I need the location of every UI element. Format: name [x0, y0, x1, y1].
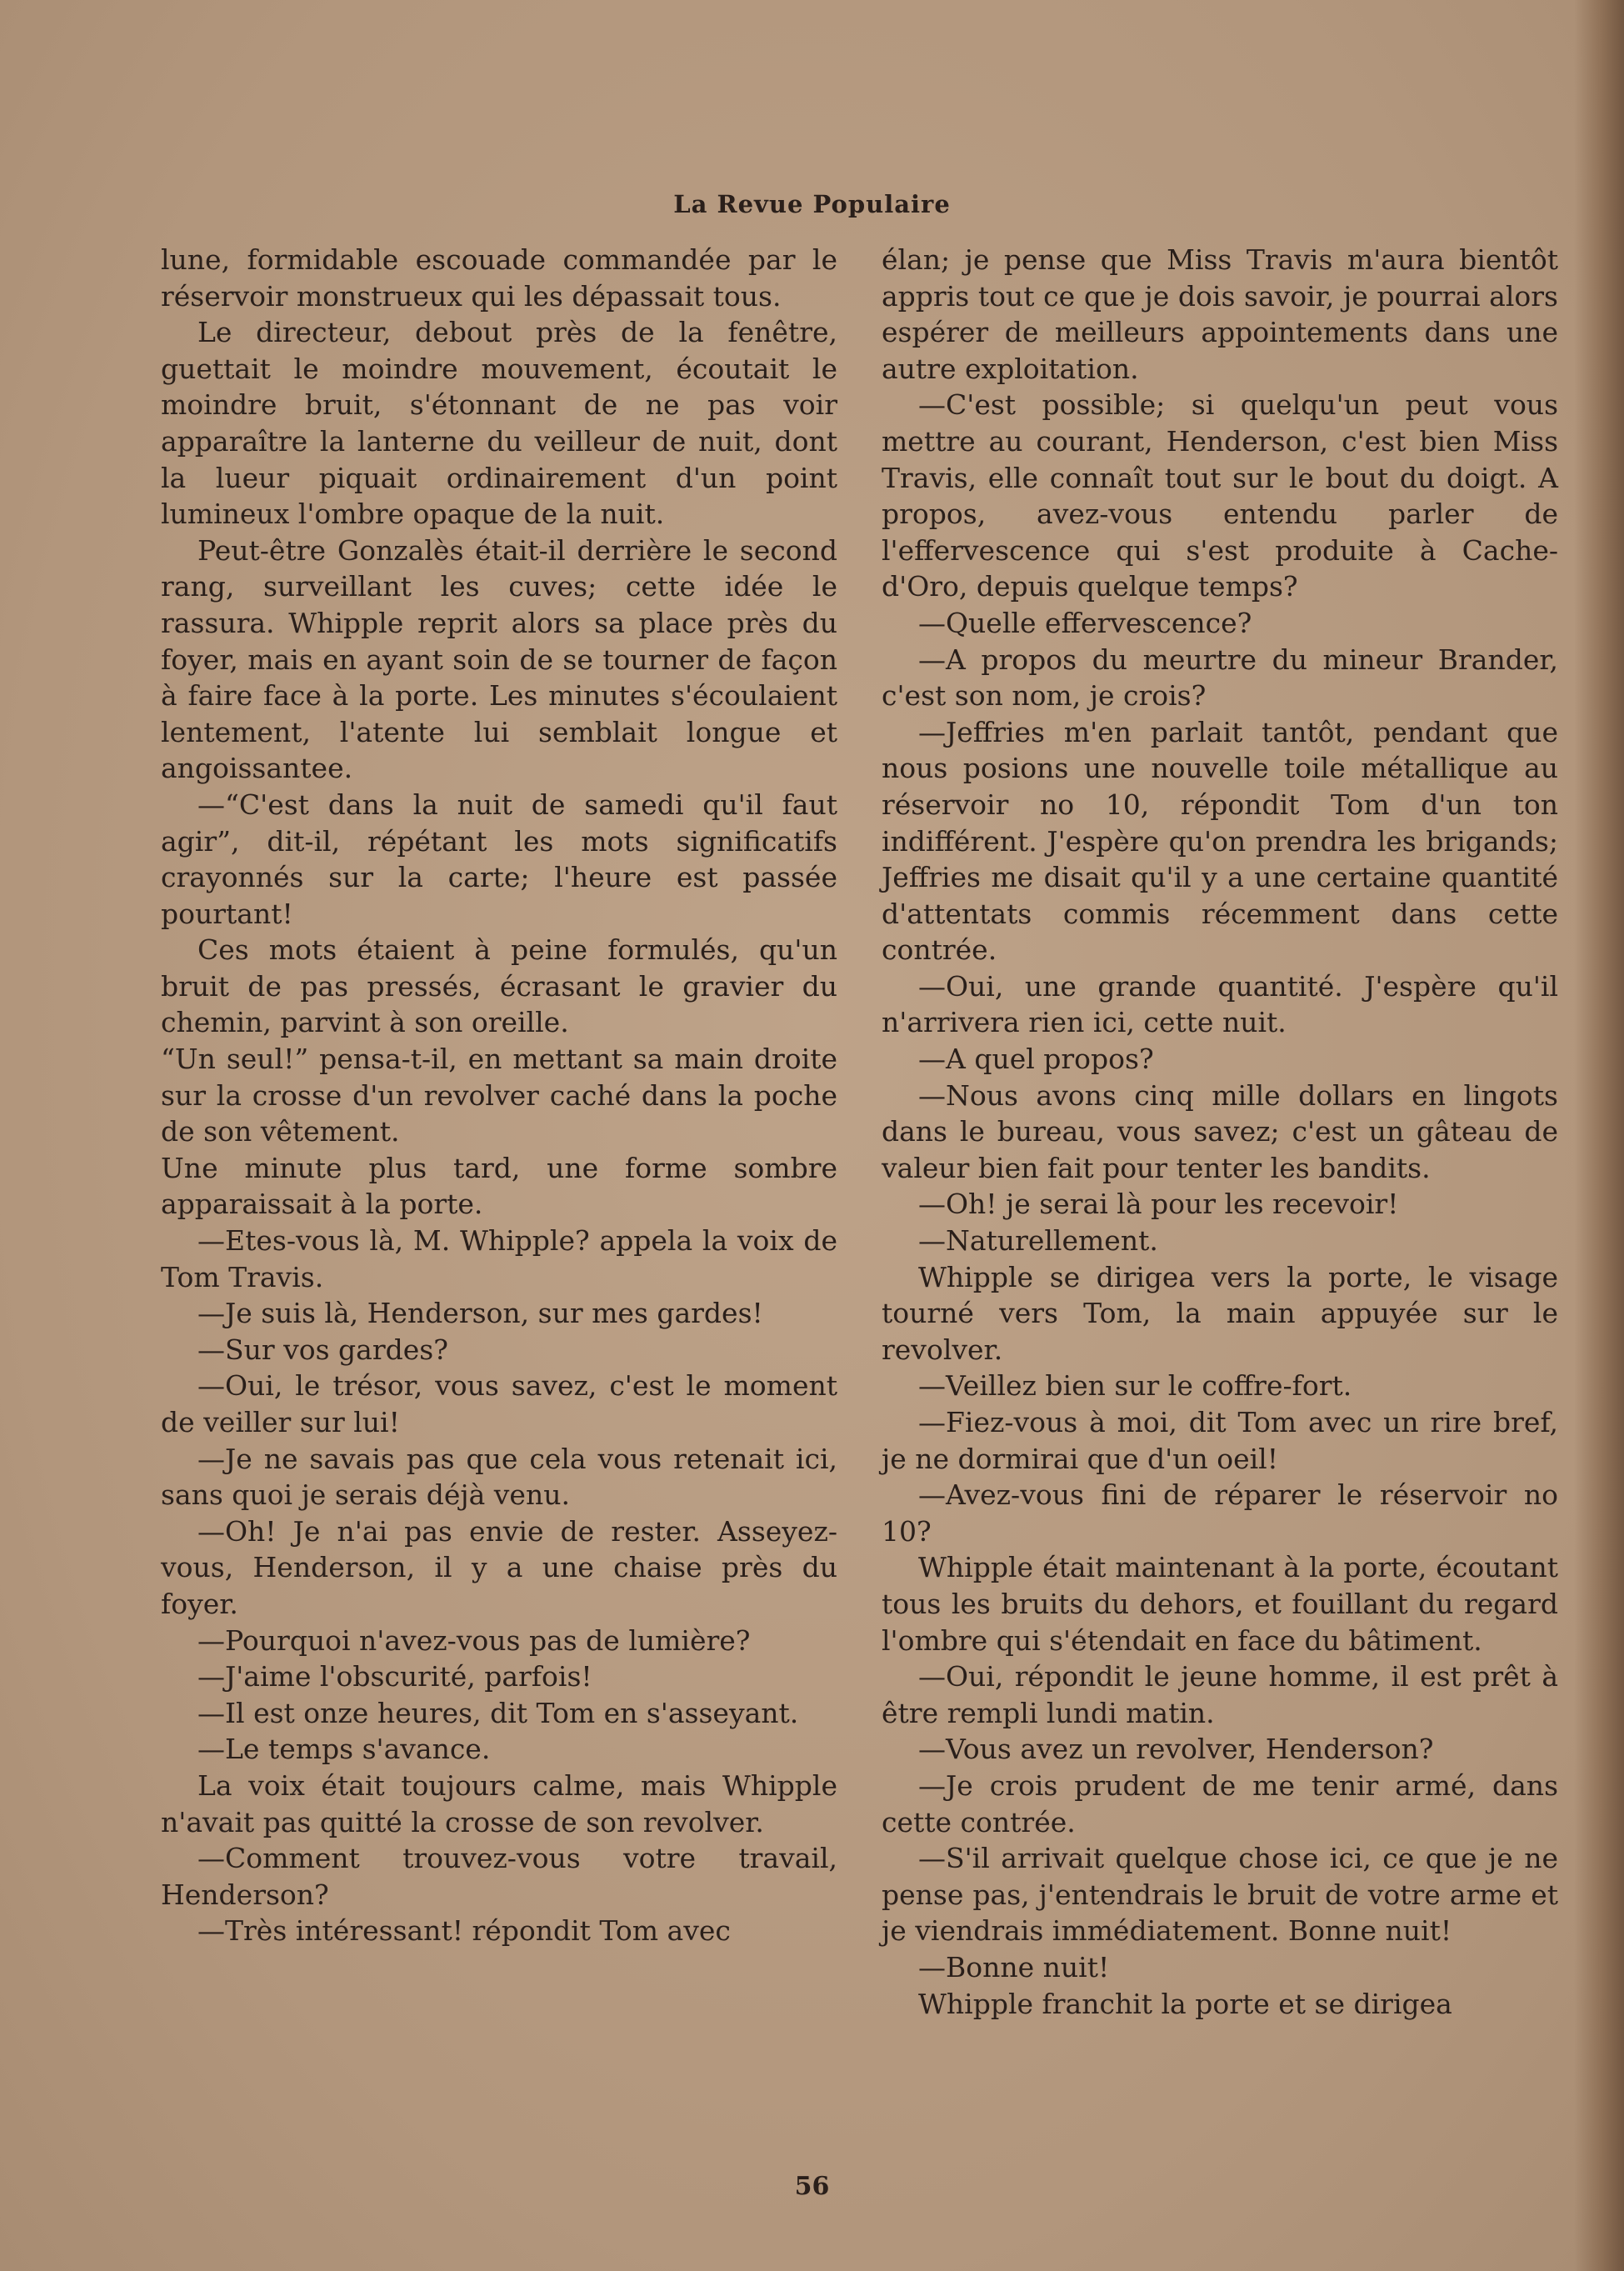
paragraph: —A quel propos?	[918, 1043, 1154, 1076]
paragraph: —Nous avons cinq mille dollars en lingots dans le bureau, vous savez; c'est un gâteau de valeur bien fait pour tenter les bandits.	[882, 1078, 1558, 1184]
paragraph: “Un seul!” pensa-t-il, en mettant sa main droite sur la crosse d'un revolver caché dans la poche de son vêtement.	[161, 1043, 837, 1148]
paragraph: —Quelle effervescence?	[918, 606, 1252, 639]
paragraph: —Comment trouvez-vous votre travail, Henderson?	[161, 1842, 837, 1911]
paragraph: —Oui, le trésor, vous savez, c'est le moment de veiller sur lui!	[161, 1369, 837, 1438]
paragraph: —Veillez bien sur le coffre-fort.	[918, 1369, 1352, 1403]
paragraph: —Naturellement.	[918, 1224, 1158, 1258]
paragraph: —Fiez-vous à moi, dit Tom avec un rire bref, je ne dormirai que d'un oeil!	[882, 1406, 1558, 1475]
paragraph: —Je suis là, Henderson, sur mes gardes!	[197, 1297, 763, 1330]
paragraph: —A propos du meurtre du mineur Brander, c'est son nom, je crois?	[882, 643, 1558, 713]
paragraph: —J'aime l'obscurité, parfois!	[197, 1660, 592, 1693]
paragraph: La voix était toujours calme, mais Whipple n'avait pas quitté la crosse de son revolver.	[161, 1768, 837, 1838]
text-column-left	[161, 242, 837, 1949]
paragraph: —Sur vos gardes?	[197, 1333, 448, 1366]
paragraph: —“C'est dans la nuit de samedi qu'il faut agir”, dit-il, répétant les mots significatifs crayonnés sur la carte; l'heure est passée pourtant!	[161, 788, 837, 930]
paragraph: —Vous avez un revolver, Henderson?	[918, 1733, 1434, 1766]
paragraph: —Etes-vous là, M. Whipple? appela la voix de Tom Travis.	[161, 1224, 837, 1293]
paragraph: lune, formidable escouade commandée par le réservoir monstrueux qui les dépassait tous.	[161, 243, 837, 313]
paragraph: Le directeur, debout près de la fenêtre, guettait le moindre mouvement, écoutait le moindre bruit, s'étonnant de ne pas voir apparaître la lanterne du veilleur de nuit, dont la lueur piquait ordinairement d'un point lumineux l'ombre opaque de la nuit.	[161, 316, 837, 531]
paragraph: —Oui, une grande quantité. J'espère qu'il n'arrivera rien ici, cette nuit.	[882, 969, 1558, 1039]
paragraph: —Jeffries m'en parlait tantôt, pendant que nous posions une nouvelle toile métallique au réservoir no 10, répondit Tom d'un ton indifférent. J'espère qu'on prendra les brigands; Jeffries me disait qu'il y a une certaine quantité d'attentats commis récemment dans cette contrée.	[882, 715, 1558, 967]
paragraph: élan; je pense que Miss Travis m'aura bientôt appris tout ce que je dois savoir, je pourrai alors espérer de meilleurs appointements dans une autre exploitation.	[882, 243, 1558, 385]
paragraph: —Oh! Je n'ai pas envie de rester. Asseyez-vous, Henderson, il y a une chaise près du foyer.	[161, 1514, 837, 1620]
paragraph: —Je ne savais pas que cela vous retenait ici, sans quoi je serais déjà venu.	[161, 1442, 837, 1512]
text-column-right	[882, 242, 1558, 2022]
paragraph: —Oh! je serai là pour les recevoir!	[918, 1188, 1399, 1221]
paragraph: Whipple était maintenant à la porte, écoutant tous les bruits du dehors, et fouillant du regard l'ombre qui s'étendait en face du bâtiment.	[882, 1551, 1558, 1657]
paragraph: —Il est onze heures, dit Tom en s'asseyant.	[197, 1696, 799, 1729]
paragraph: —Le temps s'avance.	[197, 1733, 491, 1766]
paragraph: —Oui, répondit le jeune homme, il est prêt à être rempli lundi matin.	[882, 1660, 1558, 1729]
paragraph: Ces mots étaient à peine formulés, qu'un bruit de pas pressés, écrasant le gravier du chemin, parvint à son oreille.	[161, 933, 837, 1039]
paragraph: Une minute plus tard, une forme sombre apparaissait à la porte.	[161, 1151, 837, 1221]
paragraph: —S'il arrivait quelque chose ici, ce que je ne pense pas, j'entendrais le bruit de votre arme et je viendrais immédiatement. Bonne nuit!	[882, 1842, 1558, 1948]
paragraph: —Bonne nuit!	[918, 1950, 1110, 1983]
paragraph: —C'est possible; si quelqu'un peut vous mettre au courant, Henderson, c'est bien Miss Travis, elle connaît tout sur le bout du doigt. A propos, avez-vous entendu parler de l'effervescence qui s'est produite à Cache-d'Oro, depuis quelque temps?	[882, 388, 1558, 603]
paragraph: Peut-être Gonzalès était-il derrière le second rang, surveillant les cuves; cette idée le rassura. Whipple reprit alors sa place près du foyer, mais en ayant soin de se tourner de façon à faire face à la porte. Les minutes s'écoulaient lentement, l'atente lui semblait longue et angoissantee.	[161, 533, 837, 785]
running-header: La Revue Populaire	[673, 190, 951, 218]
paragraph: Whipple se dirigea vers la porte, le visage tourné vers Tom, la main appuyée sur le revolver.	[882, 1260, 1558, 1366]
page-number: 56	[794, 2172, 830, 2201]
paragraph: —Je crois prudent de me tenir armé, dans cette contrée.	[882, 1768, 1558, 1838]
paragraph: —Avez-vous fini de réparer le réservoir no 10?	[882, 1478, 1558, 1548]
paragraph: —Pourquoi n'avez-vous pas de lumière?	[197, 1623, 751, 1657]
page-edge-shadow	[1574, 0, 1624, 2271]
paragraph: Whipple franchit la porte et se dirigea	[918, 1987, 1452, 2020]
paragraph: —Très intéressant! répondit Tom avec	[197, 1914, 731, 1948]
